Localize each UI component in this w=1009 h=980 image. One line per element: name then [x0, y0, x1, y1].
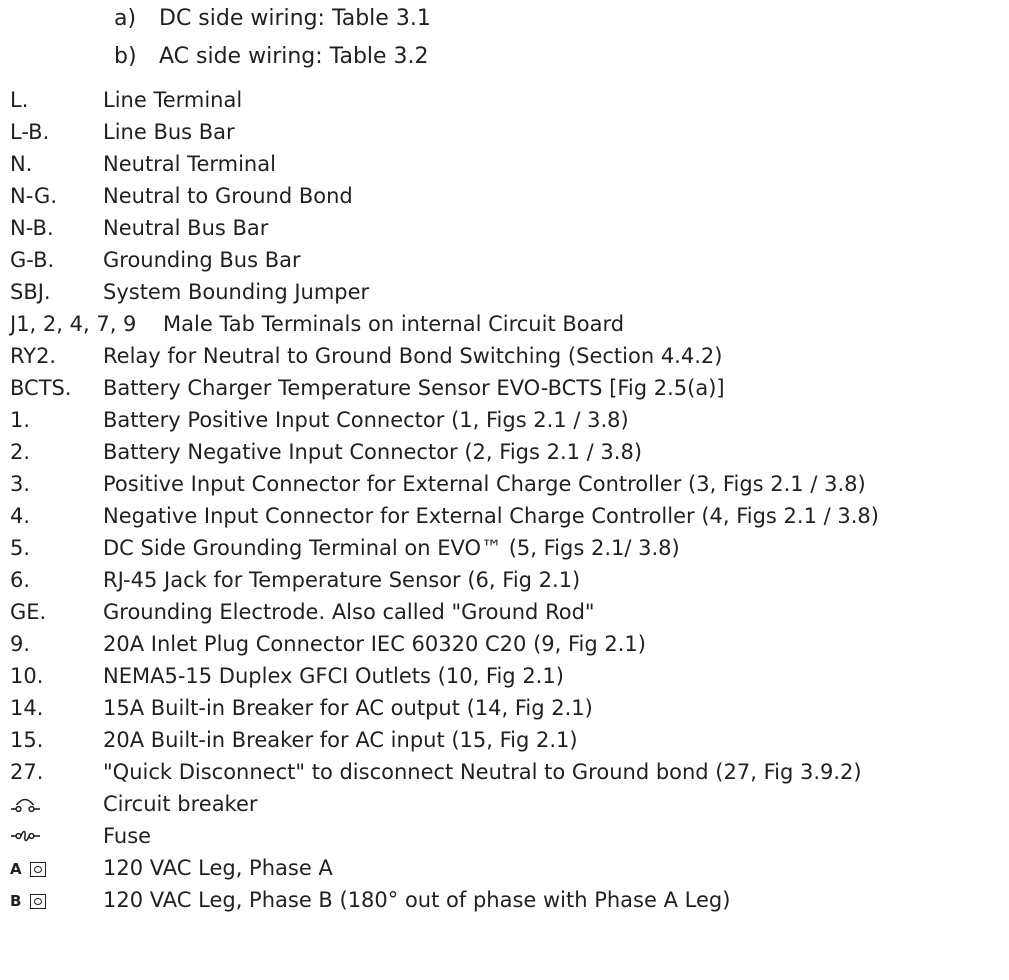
legend-key: N.	[10, 152, 33, 176]
legend-text: 15A Built-in Breaker for AC output (14, Fig 2.1)	[103, 696, 593, 720]
phase-a-symbol	[10, 860, 46, 878]
legend-text: Neutral to Ground Bond	[103, 184, 353, 208]
legend-text: Male Tab Terminals on internal Circuit Board	[163, 312, 625, 336]
legend-text: Circuit breaker	[103, 792, 258, 816]
subitem-text: DC side wiring: Table 3.1	[159, 6, 431, 31]
legend-key: 3.	[10, 472, 31, 496]
phase-b-symbol	[10, 892, 46, 910]
legend-item	[10, 84, 1005, 116]
legend-item-phase-b	[10, 884, 1005, 916]
legend-key: GE.	[10, 600, 47, 624]
legend-text: System Bounding Jumper	[103, 280, 370, 304]
legend-key: J1, 2, 4, 7, 9	[10, 312, 137, 336]
circuit-breaker-icon	[10, 794, 42, 814]
legend-item	[10, 308, 1005, 340]
legend-text: Negative Input Connector for External Charge Controller (4, Figs 2.1 / 3.8)	[103, 504, 879, 528]
phase-letter: A	[10, 860, 22, 878]
legend-text: Relay for Neutral to Ground Bond Switching (Section 4.4.2)	[103, 344, 723, 368]
subitem-ac-wiring	[114, 38, 431, 76]
receptacle-icon	[30, 894, 46, 909]
legend-item	[10, 724, 1005, 756]
legend-item	[10, 660, 1005, 692]
legend-item	[10, 468, 1005, 500]
legend-item	[10, 148, 1005, 180]
legend-text: 20A Inlet Plug Connector IEC 60320 C20 (9, Fig 2.1)	[103, 632, 646, 656]
subitem-text: AC side wiring: Table 3.2	[159, 44, 429, 69]
receptacle-icon	[30, 862, 46, 877]
legend-item	[10, 628, 1005, 660]
legend-text: Line Terminal	[103, 88, 243, 112]
legend-key: 10.	[10, 664, 44, 688]
legend-text: Battery Charger Temperature Sensor EVO-BCTS [Fig 2.5(a)]	[103, 376, 725, 400]
legend-item	[10, 372, 1005, 404]
legend-item	[10, 244, 1005, 276]
legend-key: 9.	[10, 632, 31, 656]
legend-list	[10, 84, 1005, 916]
legend-item	[10, 564, 1005, 596]
legend-item-fuse	[10, 820, 1005, 852]
legend-text: Fuse	[103, 824, 152, 848]
legend-text: "Quick Disconnect" to disconnect Neutral to Ground bond (27, Fig 3.9.2)	[103, 760, 862, 784]
legend-text: Grounding Electrode. Also called "Ground Rod"	[103, 600, 595, 624]
legend-item	[10, 404, 1005, 436]
legend-key: 27.	[10, 760, 44, 784]
legend-text: RJ-45 Jack for Temperature Sensor (6, Fig 2.1)	[103, 568, 581, 592]
legend-key: 6.	[10, 568, 31, 592]
legend-key: N-G.	[10, 184, 58, 208]
legend-item	[10, 180, 1005, 212]
legend-text: Neutral Terminal	[103, 152, 276, 176]
legend-item-phase-a	[10, 852, 1005, 884]
legend-key: 5.	[10, 536, 31, 560]
legend-text: Line Bus Bar	[103, 120, 235, 144]
legend-item	[10, 500, 1005, 532]
legend-item	[10, 692, 1005, 724]
legend-key: L.	[10, 88, 29, 112]
legend-key: BCTS.	[10, 376, 72, 400]
legend-key: 14.	[10, 696, 44, 720]
legend-item	[10, 116, 1005, 148]
legend-text: Battery Positive Input Connector (1, Figs 2.1 / 3.8)	[103, 408, 629, 432]
legend-key: L-B.	[10, 120, 50, 144]
legend-text: DC Side Grounding Terminal on EVO™ (5, Figs 2.1/ 3.8)	[103, 536, 680, 560]
legend-item	[10, 532, 1005, 564]
legend-key: SBJ.	[10, 280, 51, 304]
legend-item-circuit-breaker	[10, 788, 1005, 820]
legend-text: NEMA5-15 Duplex GFCI Outlets (10, Fig 2.1)	[103, 664, 564, 688]
legend-text: 120 VAC Leg, Phase B (180° out of phase with Phase A Leg)	[103, 888, 731, 912]
fuse-icon	[10, 826, 42, 846]
legend-item	[10, 212, 1005, 244]
legend-text: Grounding Bus Bar	[103, 248, 301, 272]
subitem-key: a)	[114, 6, 137, 31]
legend-key: 1.	[10, 408, 31, 432]
subitem-dc-wiring	[114, 0, 431, 38]
phase-letter: B	[10, 892, 22, 910]
legend-key: 4.	[10, 504, 31, 528]
legend-item	[10, 436, 1005, 468]
legend-item	[10, 276, 1005, 308]
legend-text: 120 VAC Leg, Phase A	[103, 856, 333, 880]
legend-text: 20A Built-in Breaker for AC input (15, Fig 2.1)	[103, 728, 578, 752]
legend-key: N-B.	[10, 216, 54, 240]
legend-text: Neutral Bus Bar	[103, 216, 269, 240]
legend-text: Battery Negative Input Connector (2, Figs 2.1 / 3.8)	[103, 440, 643, 464]
legend-key: RY2.	[10, 344, 57, 368]
subitem-key: b)	[114, 44, 137, 69]
legend-item	[10, 596, 1005, 628]
legend-key: 15.	[10, 728, 44, 752]
legend-key: G-B.	[10, 248, 55, 272]
legend-item	[10, 756, 1005, 788]
legend-text: Positive Input Connector for External Charge Controller (3, Figs 2.1 / 3.8)	[103, 472, 866, 496]
legend-key: 2.	[10, 440, 31, 464]
wiring-table-references	[114, 0, 431, 76]
legend-item	[10, 340, 1005, 372]
